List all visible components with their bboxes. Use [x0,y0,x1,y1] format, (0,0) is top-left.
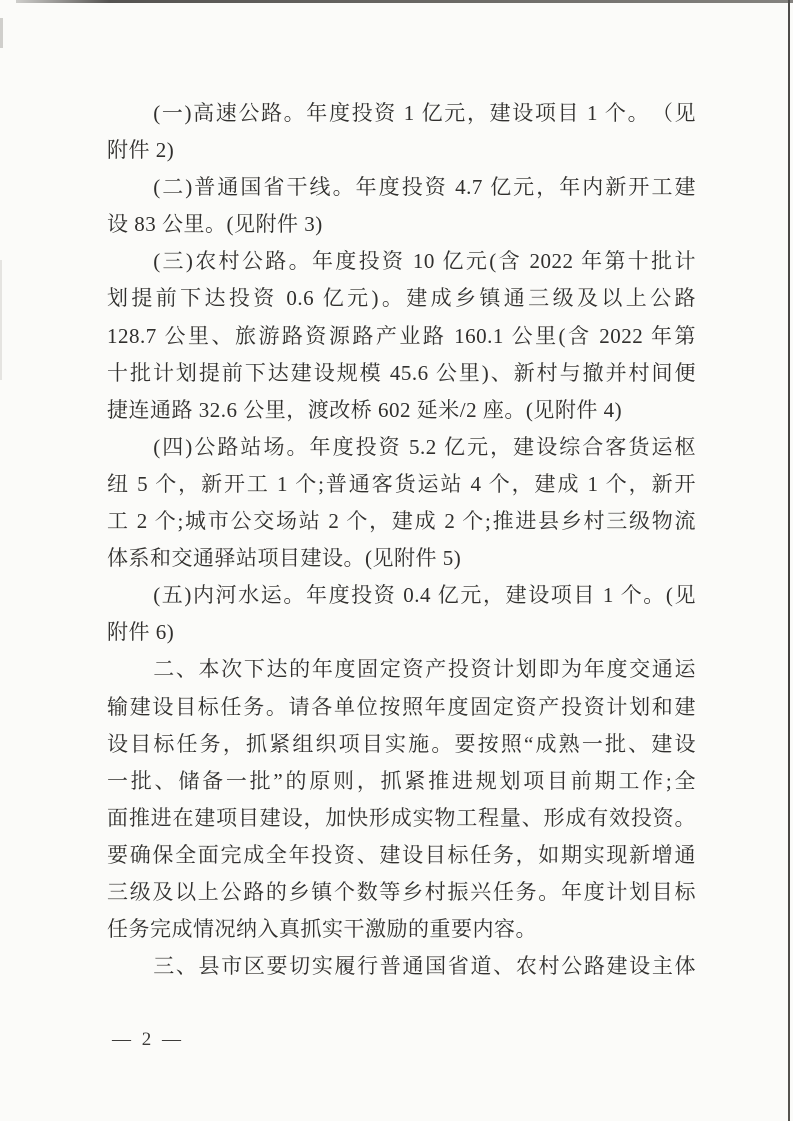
page-number: — 2 — [112,1029,184,1050]
text-line: 纽 5 个，新开工 1 个;普通客货运站 4 个，建成 1 个，新开 [107,471,696,496]
text-line: (一)高速公路。年度投资 1 亿元，建设项目 1 个。 （见 [153,101,696,125]
text-line: 任务完成情况纳入真抓实干激励的重要内容。 [107,917,537,942]
scan-artifact-left-smudge-2 [0,260,2,380]
text-line: (二)普通国省干线。年度投资 4.7 亿元，年内新开工建 [153,175,696,200]
text-line: 工 2 个;城市公交场站 2 个，建成 2 个;推进县乡村三级物流 [107,509,696,534]
text-line: 三级及以上公路的乡镇个数等乡村振兴任务。年度计划目标 [107,879,696,904]
scan-artifact-right-edge [788,0,790,1121]
text-line: 捷连通路 32.6 公里，渡改桥 602 延米/2 座。(见附件 4) [107,397,623,422]
text-line: 要确保全面完成全年投资、建设目标任务，如期实现新增通 [107,842,696,867]
text-line: 面推进在建项目建设，加快形成实物工程量、形成有效投资。 [107,805,696,830]
document-body [107,95,696,985]
text-line: 二、本次下达的年度固定资产投资计划即为年度交通运 [153,657,696,682]
text-line: 附件 6) [107,620,175,645]
text-line: 128.7 公里、旅游路资源路产业路 160.1 公里(含 2022 年第 [107,323,696,348]
text-line: 一批、储备一批”的原则，抓紧推进规划项目前期工作;全 [107,768,696,793]
text-line: 十批计划提前下达建设规模 45.6 公里)、新村与撤并村间便 [107,360,696,385]
text-line: (五)内河水运。年度投资 0.4 亿元，建设项目 1 个。(见 [153,583,696,608]
scan-artifact-top-edge [16,0,793,3]
text-line: (四)公路站场。年度投资 5.2 亿元，建设综合客货运枢 [153,434,696,459]
text-line: 划提前下达投资 0.6 亿元)。建成乡镇通三级及以上公路 [107,286,696,311]
scan-artifact-left-smudge [0,18,3,48]
text-line: (三)农村公路。年度投资 10 亿元(含 2022 年第十批计 [153,249,696,274]
text-line: 附件 2) [107,138,175,163]
text-line: 设目标任务，抓紧组织项目实施。要按照“成熟一批、建设 [107,731,696,756]
text-line: 设 83 公里。(见附件 3) [107,212,323,237]
text-line: 输建设目标任务。请各单位按照年度固定资产投资计划和建 [107,694,696,719]
text-line: 三、县市区要切实履行普通国省道、农村公路建设主体 [153,954,696,979]
text-line: 体系和交通驿站项目建设。(见附件 5) [107,546,462,571]
